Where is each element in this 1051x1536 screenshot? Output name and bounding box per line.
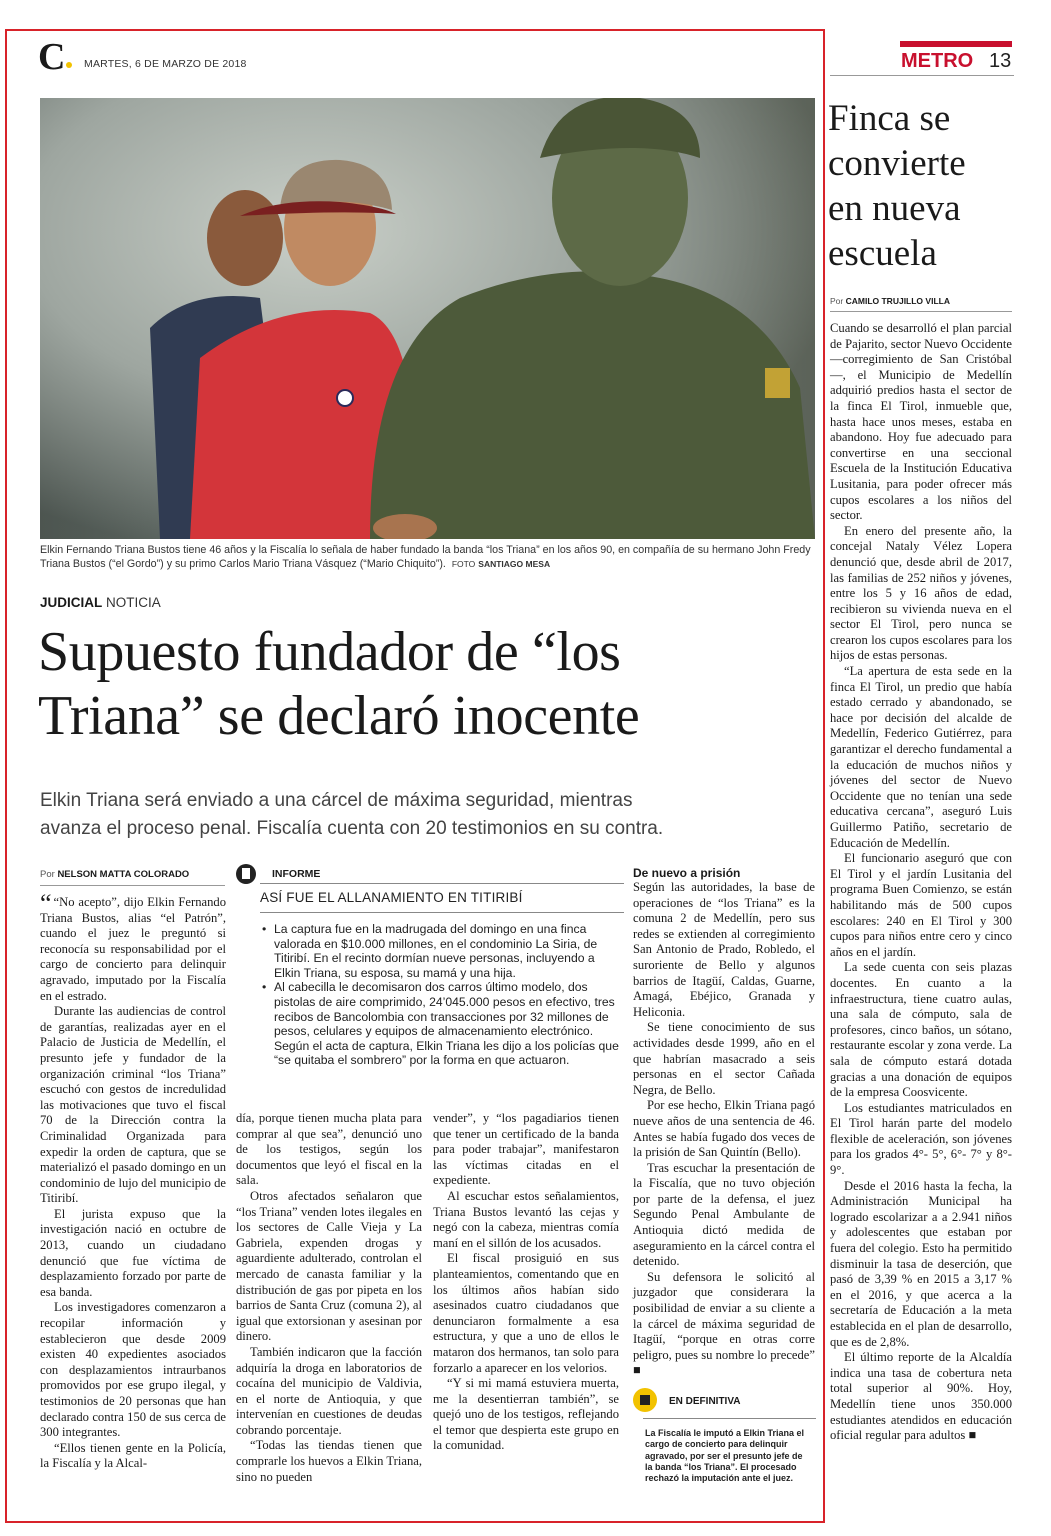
side-headline-line: escuela [828, 233, 937, 274]
side-byline-name: CAMILO TRUJILLO VILLA [845, 296, 950, 306]
definitiva-label: EN DEFINITIVA [669, 1396, 741, 1407]
informe-bullet: • Al cabecilla le decomisaron dos carros último modelo, dos pistolas de aire comprimido, 24’045.000 pesos en efectivo, tres recibos de Bancolombia con transacciones por 32 millones de pesos, celulares y equipos de almacenamiento electrónico. Según el acta de captura, Elkin Triana les dijo a los policías que “se quitaba el sombrero” por la forma en que actuaron. [274, 980, 622, 1068]
story-paragraph: Al escuchar estos señalamientos, Triana Bustos levantó las cejas y negó con la cabeza, mientras comía maní en el sillón de los acusados. [433, 1188, 619, 1250]
informe-bullets [260, 922, 622, 1068]
story-paragraph: También indicaron que la facción adquiría la droga en laboratorios de cocaína del municipio de Valdivia, en el norte de Antioquia, y que intervenían en cuestiones de deudas cobrando porcentaje. [236, 1344, 422, 1437]
story-paragraph: Se tiene conocimiento de sus actividades desde 1999, año en el que habrían masacrado a seis personas en el sector Cañada Negra, de Bello. [633, 1020, 815, 1097]
side-paragraph: Los estudiantes matriculados en El Tirol harán parte del modelo flexible de aceleración, son jóvenes para los grados 4°- 5°, 6°- 7° y 8°- 9°. [830, 1100, 1012, 1178]
story-paragraph: Su defensora le solicitó al juzgador que considerara la posibilidad de enviar a su cliente a la cárcel de máxima seguridad de Itagüí, “porque en otras corre peligro, pues su nombre lo precede” ■ [633, 1269, 815, 1378]
open-quote-mark: “ [40, 889, 52, 918]
header-rule [830, 75, 1014, 76]
kicker [40, 595, 161, 610]
main-subhead [40, 787, 663, 843]
section-name: METRO [901, 50, 974, 72]
side-paragraph: Cuando se desarrolló el plan parcial de Pajarito, sector Nuevo Occidente —corregimiento de San Cristóbal—, el Municipio de Medellín adquirió predios hasta el sector de la finca El Tirol, inmueble que, hasta hace unos meses, estaba en abandono. Hoy fue adecuado para convertirse en una seccional Escuela de la Institución Educativa Lusitania, para poder ofrecer más cupos escolares a los niños del sector. [830, 321, 1012, 523]
side-headline-line: convierte [828, 143, 966, 184]
section-top-rule [900, 41, 1012, 47]
side-story-column [830, 321, 1012, 1444]
byline-rule [40, 885, 225, 886]
headline-line-2: Triana” se declaró inocente [38, 685, 640, 747]
informe-title: ASÍ FUE EL ALLANAMIENTO EN TITIRIBÍ [260, 890, 523, 905]
side-headline-line: en nueva [828, 188, 961, 229]
side-byline [830, 296, 950, 306]
story-paragraph: Tras escuchar la presentación de la Fiscalía, que no tuvo objeción por parte de la defensa, el juez Segundo Penal Ambulante de Antioquia dictó medida de aseguramiento en la cárcel contra el detenido. [633, 1160, 815, 1269]
informe-label: INFORME [272, 868, 321, 880]
informe-bullet: • La captura fue en la madrugada del domingo en una finca valorada en $10.000 millones, en el condominio La Siria, de Titiribí. En el recinto dormían nueve personas, incluyendo a Elkin Triana, su esposa, su mamá y una hija. [274, 922, 622, 980]
definitiva-text: La Fiscalía le imputó a Elkin Triana el cargo de concierto para delinquir agravado, por ser el presunto jefe de la banda “los Triana”. El procesado rechazó la imputación ante el juez. [645, 1428, 805, 1484]
story-paragraph: Otros afectados señalaron que “los Triana” venden lotes ilegales en los sectores de Calle Vieja y La Gabriela, expenden drogas y aguardiente adulterado, controlan el mercado de canasta familiar y la distribución de gas por pipeta en los barrios de Santa Cruz (comuna 2), al igual que extorsionan y asesinan por dinero. [236, 1188, 422, 1344]
story-paragraph: Los investigadores comenzaron a recopilar información y establecieron que desde 2009 existen 40 expedientes asociados con desplazamientos intraurbanos promovidos por ese grupo ilegal, y testimonios de 20 personas que han declarado contra 150 de sus cerca de 300 integrantes. [40, 1300, 226, 1440]
story-paragraph: “Todas las tiendas tienen que comprarle los huevos a Elkin Triana, sino no pueden [236, 1438, 422, 1484]
headline-line-1: Supuesto fundador de “los [38, 621, 621, 683]
story-paragraph: Durante las audiencias de control de garantías, realizadas ayer en el Palacio de Justicia de Medellín, el presunto jefe y fundador de la organización criminal “los Triana” escuchó con gestos de incredulidad las motivaciones que tuvo el fiscal 70 de la Dirección contra la Criminalidad Organizada para expedir la orden de captura, que se materializó el pasado domingo en un condominio de lujo del municipio de Titiribí. [40, 1004, 226, 1206]
col4-subhead: De nuevo a prisión [633, 866, 741, 880]
subhead-line-2: avanza el proceso penal. Fiscalía cuenta con 20 testimonios en su contra. [40, 818, 664, 839]
kicker-type: NOTICIA [106, 595, 161, 610]
side-paragraph: La sede cuenta con seis plazas docentes. En cuanto a la infraestructura, tiene cuatro aulas, una sala de cómputo, sala de profesores, cinco baños, un sótano, restaurante escolar y zona verde. La sala de cómputo estará dotada gracias a una donación de equipos de la empresa Coosvicente. [830, 960, 1012, 1100]
story-column-2 [236, 1111, 422, 1485]
news-photo [40, 98, 815, 539]
story-paragraph: “ “No acepto”, dijo Elkin Fernando Triana Bustos, alias “el Patrón”, cuando el juez le preguntó si reconocía su responsabilidad por el cargo de concierto para delinquir agravado, imputado por la Fiscalía en el estrado. [40, 889, 226, 1003]
photo-credit-name: SANTIAGO MESA [478, 559, 551, 570]
informe-rule [260, 883, 624, 884]
photo-caption: Elkin Fernando Triana Bustos tiene 46 años y la Fiscalía lo señala de haber fundado la banda “los Triana” en los años 90, en compañía de su hermano John Fredy Triana Bustos (“el Gordo”) y su primo Carlos Mario Triana Vásquez (“Mario Chiquito”). FOTO SANTIAGO MESA [40, 544, 811, 571]
story-paragraph: vender”, y “los pagadiarios tienen que tener un certificado de la banda para poder trabajar”, manifestaron las víctimas citadas en el expediente. [433, 1111, 619, 1188]
photo-credit-label: FOTO [451, 559, 476, 570]
page-number: 13 [989, 50, 1012, 72]
story-paragraph: Según las autoridades, la base de operaciones de “los Triana” es la comuna 2 de Medellín, pero sus redes se extienden al corregimiento San Antonio de Prado, Robledo, el suroriente de Bello y algunos barrios de Itagüí, Caldas, Guarne, Amagá, Ebéjico, Granada y Heliconia. [633, 880, 815, 1019]
story-paragraph: “Y si mi mamá estuviera muerta, me la desentierran también”, se quejó uno de los testigos, reflejando el temor que despierta este grupo en la comunidad. [433, 1376, 619, 1453]
story-paragraph: Por ese hecho, Elkin Triana pagó nueve años de una sentencia de 46. Antes se había fugado dos veces de la prisión de San Quintín (Bello). [633, 1098, 815, 1160]
side-byline-prefix: Por [830, 296, 844, 306]
side-headline [828, 96, 966, 276]
informe-icon [236, 864, 256, 884]
story-paragraph: “Ellos tienen gente en la Policía, la Fiscalía y la Alcal- [40, 1440, 226, 1471]
byline-name: NELSON MATTA COLORADO [57, 869, 190, 880]
side-headline-line: Finca se [828, 98, 951, 139]
story-column-3 [433, 1111, 619, 1454]
issue-date: MARTES, 6 DE MARZO DE 2018 [84, 58, 247, 70]
en-definitiva-box [633, 1388, 816, 1512]
side-paragraph: El último reporte de la Alcaldía indica una tasa de cobertura neta total superior al 90%. Hoy, Medellín tiene unos 350.000 estudiantes atendidos en educación oficial regular para adultos ■ [830, 1350, 1012, 1443]
story-paragraph: El fiscal prosiguió en sus planteamientos, comentando que en los últimos años habían sido asesinados cuatro ciudadanos que denunciaron formalmente a esa estructura, y que a uno de ellos le mataron dos hermanos, tan solo para forzarlo a aparecer en los velorios. [433, 1251, 619, 1375]
informe-box [236, 862, 628, 1092]
logo-dot [66, 62, 72, 68]
side-paragraph: Desde el 2016 hasta la fecha, la Administración Municipal ha logrado escolarizar a a 2.941 niños y adolescentes que estaban por fuera del colegio. Esto ha permitido disminuir la tasa de deserción, que pasó de 3,39 % en 2015 a 3,17 % en el 2016, y que acerca a la secretaría de Educación a la meta establecida en el plan de desarrollo, que es de 2,8%. [830, 1178, 1012, 1349]
side-paragraph: “La apertura de esta sede en la finca El Tirol, un predio que había estado cerrado y abandonado, se hace por decisión del alcalde de Medellín, Federico Gutiérrez, para garantizar el derecho fundamental a la educación de muchos niños y jóvenes del sector de Nuevo Occidente que no tenían una sede educativa cercana”, aseguró Luis Guillermo Patiño, secretario de Educación de Medellín. [830, 664, 1012, 850]
byline [40, 869, 189, 880]
story-paragraph: día, porque tienen mucha plata para comprar al que sea”, denunció uno de los testigos, según los documentos que leyó el fiscal en la sala. [236, 1111, 422, 1188]
kicker-section: JUDICIAL [40, 595, 103, 610]
definitiva-rule [643, 1418, 816, 1419]
story-paragraph: El jurista expuso que la investigación nació en octubre de 2013, cuando un ciudadano denunció que fue víctima de desplazamiento forzado por parte de esa banda. [40, 1206, 226, 1299]
main-headline [38, 620, 639, 748]
definitiva-icon [633, 1388, 657, 1412]
photo-illustration [40, 98, 815, 539]
masthead-logo: C [38, 38, 72, 76]
story-column-1 [40, 889, 226, 1472]
story-column-4 [633, 880, 815, 1379]
byline-prefix: Por [40, 869, 55, 880]
side-paragraph: El funcionario aseguró que con El Tirol y el jardín Lusitania del programa Buen Comienzo, se están habilitando más de 500 cupos escolares: 240 en El Tirol y 300 cupos para niños entre cero y cinco años en el jardín. [830, 851, 1012, 959]
side-byline-rule [830, 311, 1012, 312]
subhead-line-1: Elkin Triana será enviado a una cárcel de máxima seguridad, mientras [40, 790, 633, 811]
informe-title-rule [260, 912, 624, 913]
side-paragraph: En enero del presente año, la concejal Nataly Vélez Lopera denunció que, desde abril de 2017, las familias de 252 niños y jóvenes, entre los 5 y 16 años de edad, recibieron su vivienda nueva en el sector El Tirol, pero nunca se crearon los cupos escolares para los hijos de estas personas. [830, 523, 1012, 663]
